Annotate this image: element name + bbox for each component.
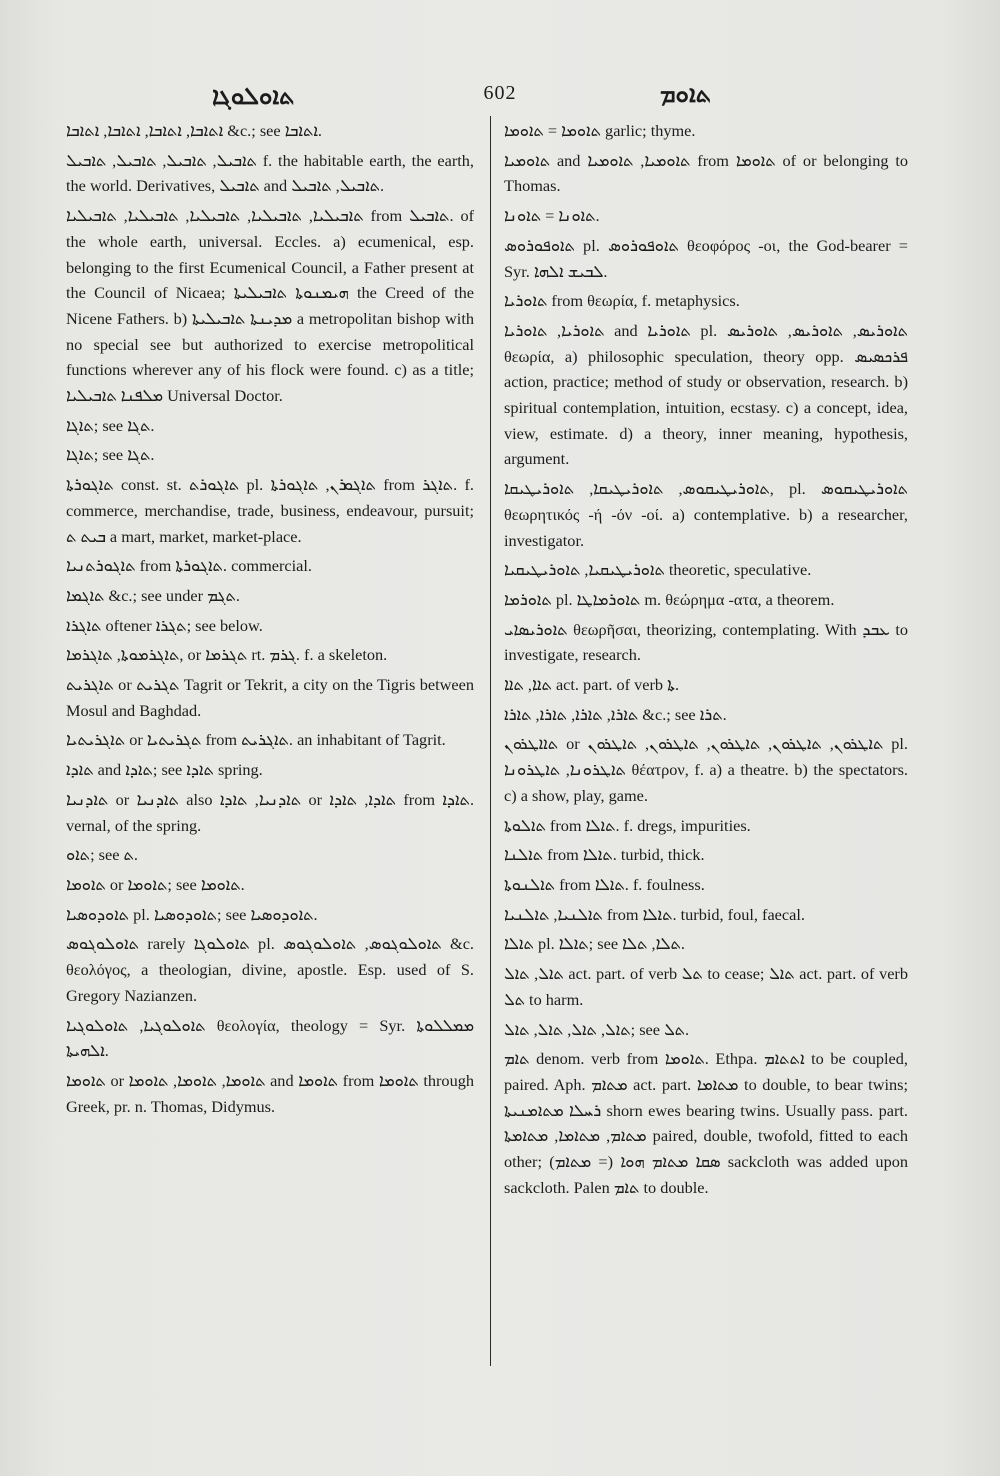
dictionary-entry: ܬܐܠ, ܬܐܠ, ܬܐܠ, ܬܐܠ; see ܬܠ. — [504, 1019, 690, 1039]
dictionary-entry: ܬܐܘܪܝܣܐܝ θεωρῆσαι, theorizing, contemplating. With ܥܒܕ to investigate, research. — [504, 619, 908, 665]
dictionary-entry: ܬܐܓܪܝܬܝܐ or ܬܓܪܝܬܝܐ from ܬܐܓܪܝܬ. an inhabitant of Tagrit. — [66, 730, 446, 750]
dictionary-entry: ܬܐܓܐ; see ܬܓܐ. — [66, 415, 155, 435]
dictionary-entry: ܬܐܘܪܝܐ, ܬܐܘܪܝܐ and ܬܐܘܪܝܐ pl. ܬܐܘܪܝܣ, ܬܐܘܪܝܣ, ܬܐܘܪܝܣ θεωρία, a) philosophic speculation, theory opp. ܦܪܟܣܝܣ action, practice; method of study or observation, research. b) spiritual contemplation, intuition, ecstasy. c) a concept, idea, view, estimate. d) a theory, inner meaning, hypothesis, argument. — [504, 320, 908, 469]
right-headword: ܬܐܘܡ — [660, 82, 711, 108]
dictionary-entry: ܬܐܓܪܝܬ or ܬܓܪܝܬ Tagrit or Tekrit, a city on the Tigris between Mosul and Baghdad. — [66, 675, 474, 720]
dictionary-entry: ܬܐܪܐ, ܬܐܪܐ, ܬܐܪܐ, ܬܐܪܐ &c.; see ܬܪܐ. — [504, 704, 727, 724]
running-head — [0, 72, 1000, 112]
dictionary-entry: ܬܐܘܡܐ or ܬܐܘܡܐ, ܬܐܘܡܐ, ܬܐܘܡܐ and ܬܐܘܡܐ from ܬܐܘܡܐ through Greek, pr. n. Thomas, Didymus. — [66, 1070, 474, 1116]
dictionary-entry: ܬܐܘܕܘܣܝܐ pl. ܬܐܘܕܘܣܝܐ; see ܬܐܘܕܘܣܝܐ. — [66, 904, 318, 924]
dictionary-entry: ܬܐܓܡܐ &c.; see under ܬܓܡ. — [66, 585, 240, 605]
dictionary-entry: ܬܐܠܢܝܐ, ܬܐܠܢܝܐ from ܬܐܠܐ. turbid, foul, faecal. — [504, 904, 805, 924]
right-column — [504, 118, 908, 1204]
page-number: 602 — [483, 82, 517, 104]
dictionary-entry: ܬܐܠܢܐ from ܬܐܠܐ. turbid, thick. — [504, 845, 705, 865]
dictionary-entry: ܬܐܠܐ pl. ܬܐܠܐ; see ܬܠܐ, ܬܠܐ. — [504, 934, 685, 954]
dictionary-entry: ܬܐܓܘܪܬܢܝܐ from ܬܐܓܘܪܬܐ. commercial. — [66, 556, 312, 576]
dictionary-entry: ܬܐܓܪܡܘܬܐ, ܬܐܓܪܡܐ, or ܬܓܪܡܐ rt. ܓܪܡ. f. a skeleton. — [66, 645, 388, 665]
dictionary-entry: ܬܐܓܘܪܬܐ const. st. ܬܐܓܘܪܬ pl. ܬܐܓܘܪܢ, ܬܐܓܘܪܬܐ from ܬܐܓܪ. f. commerce, merchandise, trade, business, endeavour, pursuit; ܒܝܬ ܬ a mart, market, market-place. — [66, 475, 474, 546]
left-column — [66, 118, 474, 1123]
dictionary-entry: ܬܐܡ denom. verb from ܬܐܘܡܐ. Ethpa. ܐܬܬܐܡ to be coupled, paired. Aph. ܡܬܐܡ act. part. ܡܬܐܡܐ to double, to bear twins; ܪܚܠܐ ܡܬܐܡܢܝܬܐ shorn ewes bearing twins. Usually pass. part. ܡܬܐܡ, ܡܬܐܡܐ, ܡܬܐܡܬܐ paired, double, twofold, fitted to each other; ܣܩܐ ܡܬܐܡ ܗܘܐ (= ܡܬܐܡ) sackcloth was added upon sackcloth. Palen ܬܐܡ to double. — [504, 1049, 908, 1197]
dictionary-entry: ܬܐܕܐ and ܬܐܕܐ; see ܬܐܕܐ spring. — [66, 760, 263, 780]
dictionary-entry: ܬܐܘܪܝܐ from θεωρία, f. metaphysics. — [504, 291, 740, 311]
dictionary-entry: ܬܐܘܪܡܐ pl. ܬܐܘܪܡܐܛܐ m. θεώρημα -ατα, a theorem. — [504, 589, 835, 609]
dictionary-entry: ܬܐܒܝܠ, ܬܐܒܝܠ, ܬܐܒܝܠ, ܬܐܒܝܠ f. the habitable earth, the earth, the world. Derivatives, ܬܐܒܝܠ and ܬܐܒܝܠ, ܬܐܒܝܠ. — [66, 150, 474, 196]
dictionary-entry: ܬܐܕܢܝܐ or ܬܐܕܢܝܐ also ܬܐܕܢܝܐ, ܬܐܕܐ or ܬܐܕܐ, ܬܐܕܐ from ܬܐܕܐ. vernal, of the spring. — [66, 789, 475, 835]
dictionary-entry: ܬܐܠ, ܬܐܠ act. part. of verb ܬܠ to cease; ܬܐܠ act. part. of verb ܬܠ to harm. — [504, 964, 908, 1009]
dictionary-entry: ܬܐܓܐ; see ܬܓܐ. — [66, 445, 155, 465]
dictionary-entry: ܬܐܘܠܘܓܝܐ, ܬܐܘܠܘܓܝܐ θεολογία, theology = Syr. ܡܡܠܠܘܬܐ ܐܠܗܝܬܐ. — [66, 1015, 474, 1061]
dictionary-entry: ܬܐܒܝܠܝܐ, ܬܐܒܝܠܝܐ, ܬܐܒܝܠܝܐ, ܬܐܒܝܠܝܐ, ܬܐܒܝܠܝܐ from ܬܐܒܝܠ. of the whole earth, universal. Eccles. a) ecumenical, esp. belonging to the first Ecumenical Council, a Father present at the Council of Nicaea; ܗܝܡܢܘܬܐ ܬܐܒܝܠܝܬܐ the Creed of the Nicene Fathers. b) ܡܕܝܢܬܐ ܬܐܒܝܠܝܬܐ a metropolitan bishop with no special see but authorized to exercise metropolitical functions wherever any of his flock were found. c) as a title; ܡܠܦܢܐ ܬܐܒܝܠܝܐ Universal Doctor. — [66, 206, 475, 406]
left-headword: ܬܐܘܠܘܓܐ — [212, 84, 295, 110]
dictionary-entry: ܬܐܠܢܘܬܐ from ܬܐܠܐ. f. foulness. — [504, 874, 705, 894]
dictionary-entry: ܬܐܘܡܐ or ܬܐܘܡܐ; see ܬܐܘܡܐ. — [66, 874, 245, 894]
dictionary-entry: ܬܐܘܠܘܓܘܣ rarely ܬܐܘܠܘܓܐ pl. ܬܐܘܠܘܓܘܣ, ܬܐܘܠܘܓܘܣ &c. θεολόγος, a theologian, divine, apostle. Esp. used of S. Gregory Nazianzen. — [66, 934, 475, 1005]
column-divider — [490, 116, 491, 1366]
dictionary-entry: ܬܐܓܪܐ oftener ܬܓܪܐ; see below. — [66, 615, 263, 635]
dictionary-entry: ܬܐܘܪܝܛܝܩܝܐ, ܬܐܘܪܝܛܝܩܝܐ theoretic, speculative. — [504, 560, 812, 580]
dictionary-entry: ܬܐܘܪܝܛܝܩܘܣ, ܬܐܘܪܝܛܝܩܐ, ܬܐܘܪܝܛܝܩܐ, pl. ܬܐܘܪܝܛܝܩܘܣ θεωρητικός -ή -όν -οί. a) contemplative. b) a researcher, investigator. — [504, 479, 909, 550]
dictionary-entry: ܬܐܘܢܐ = ܬܐܘܢܐ. — [504, 206, 600, 226]
dictionary-entry: ܐܬܐܒܐ, ܐܬܐܒܐ, ܐܬܐܒܐ, ܐܬܐܒܐ &c.; see ܐܬܐܒܐ. — [66, 121, 322, 140]
dictionary-entry: ܬܐܠܘܬܐ from ܬܐܠܐ. f. dregs, impurities. — [504, 815, 751, 835]
dictionary-entry: ܬܐܘ; see ܬ. — [66, 845, 138, 865]
dictionary-entry: ܬܐܘܦܘܪܘܣ pl. ܬܐܘܦܘܪܘܣ θεοφόρος -οι, the God-bearer = Syr. ܠܒܝܫ ܐܠܗܐ. — [504, 235, 908, 281]
dictionary-entry: ܬܐܘܡܐ = ܬܐܘܡܐ garlic; thyme. — [504, 121, 696, 140]
dictionary-entry: ܬܐܐ, ܬܐܐ act. part. of verb ܬܐ. — [504, 675, 680, 695]
dictionary-entry: ܬܐܐܛܪܘܢ or ܬܐܛܪܘܢ, ܬܐܛܪܘܢ, ܬܐܛܪܘܢ, ܬܐܛܪܘܢ, ܬܐܛܪܘܢ pl. ܬܐܛܪܘܢܐ, ܬܐܛܪܘܢܐ θέατρον, f. a) a theatre. b) the spectators. c) a show, play, game. — [504, 734, 909, 805]
dictionary-entry: ܬܐܘܡܝܐ and ܬܐܘܡܝܐ, ܬܐܘܡܝܐ from ܬܐܘܡܐ of or belonging to Thomas. — [504, 150, 909, 196]
